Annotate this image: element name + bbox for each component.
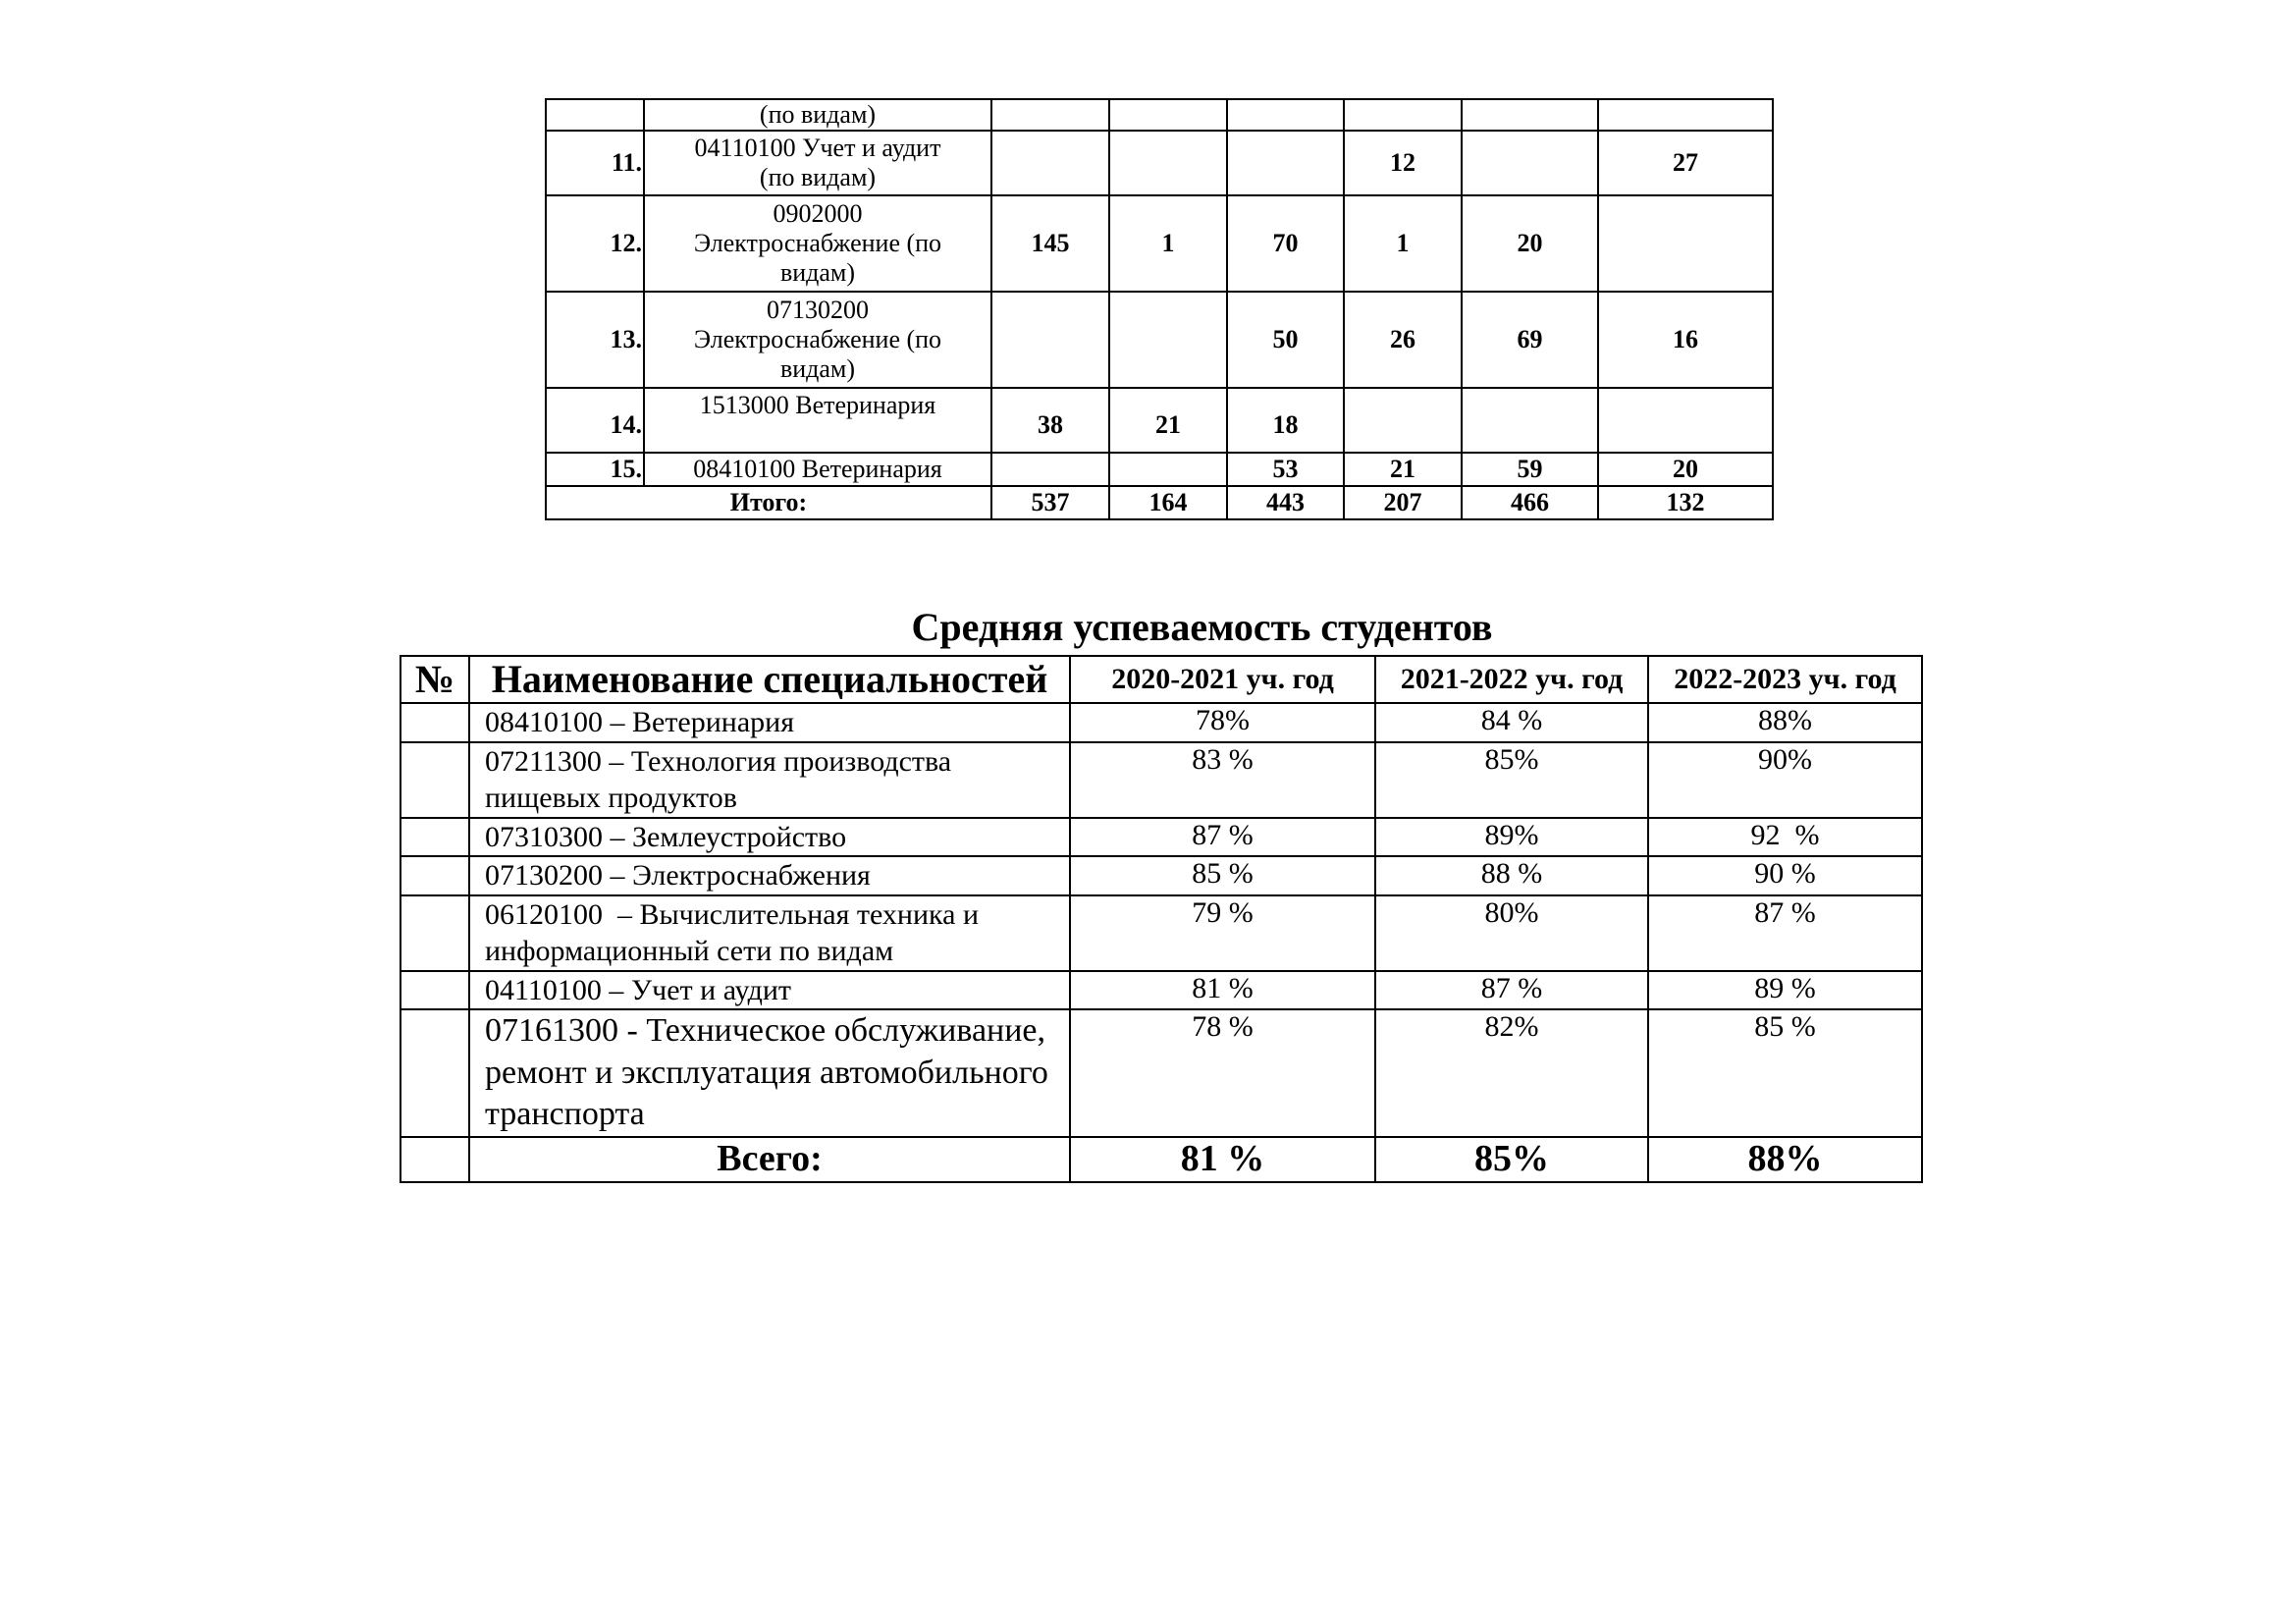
value-cell xyxy=(1598,388,1773,453)
value-cell: 16 xyxy=(1598,292,1773,388)
total-row xyxy=(400,1137,1922,1182)
value-cell xyxy=(991,131,1109,195)
header-year: 2022-2023 уч. год xyxy=(1648,656,1922,703)
total-row xyxy=(546,486,1773,519)
value-cell: 50 xyxy=(1227,292,1344,388)
value-cell: 21 xyxy=(1344,453,1462,486)
value-cell: 21 xyxy=(1109,388,1227,453)
total-label: Итого: xyxy=(546,486,991,519)
specialty-name-cell: 08410100 Ветеринария xyxy=(644,453,991,486)
row-number-cell: 12. xyxy=(546,195,644,292)
value-cell: 1 xyxy=(1109,195,1227,292)
value-cell: 53 xyxy=(1227,453,1344,486)
value-cell: 145 xyxy=(991,195,1109,292)
specialty-name-cell: 0902000 Электроснабжение (по видам) xyxy=(644,195,991,292)
value-cell: 38 xyxy=(991,388,1109,453)
row-number-cell xyxy=(400,742,469,818)
header-year: 2020-2021 уч. год xyxy=(1070,656,1375,703)
table-header-row xyxy=(400,656,1922,703)
table-row xyxy=(400,856,1922,895)
row-number-cell xyxy=(400,856,469,895)
value-cell xyxy=(1227,131,1344,195)
value-cell xyxy=(991,292,1109,388)
table-row xyxy=(400,703,1922,742)
value-cell xyxy=(991,453,1109,486)
value-cell: 87 % xyxy=(1648,895,1922,971)
total-value-cell: 466 xyxy=(1462,486,1598,519)
value-cell: 20 xyxy=(1462,195,1598,292)
specialty-name-cell: 1513000 Ветеринария xyxy=(644,388,991,453)
total-value-cell: 164 xyxy=(1109,486,1227,519)
value-cell: 18 xyxy=(1227,388,1344,453)
total-value-cell: 207 xyxy=(1344,486,1462,519)
specialty-name-cell: 07161300 - Техническое обслуживание, ремонт и эксплуатация автомобильного транспорта xyxy=(469,1009,1070,1137)
value-cell: 88 % xyxy=(1375,856,1648,895)
table-row xyxy=(546,131,1773,195)
value-cell xyxy=(1598,195,1773,292)
row-number-cell xyxy=(400,895,469,971)
value-cell: 20 xyxy=(1598,453,1773,486)
specialty-name-cell: 07310300 – Землеустройство xyxy=(469,818,1070,857)
value-cell: 59 xyxy=(1462,453,1598,486)
specialty-name-cell: 08410100 – Ветеринария xyxy=(469,703,1070,742)
table-row xyxy=(546,292,1773,388)
total-value-cell: 85% xyxy=(1375,1137,1648,1182)
total-value-cell: 81 % xyxy=(1070,1137,1375,1182)
specialty-name-cell: 04110100 – Учет и аудит xyxy=(469,971,1070,1010)
value-cell: 70 xyxy=(1227,195,1344,292)
value-cell: 12 xyxy=(1344,131,1462,195)
total-value-cell: 132 xyxy=(1598,486,1773,519)
row-number-cell: 11. xyxy=(546,131,644,195)
specialty-name-cell: 07211300 – Технология производства пищевых продуктов xyxy=(469,742,1070,818)
header-specialty: Наименование специальностей xyxy=(469,656,1070,703)
value-cell xyxy=(1344,388,1462,453)
value-cell: 87 % xyxy=(1070,818,1375,857)
table-row xyxy=(546,453,1773,486)
value-cell: 89% xyxy=(1375,818,1648,857)
table-row xyxy=(400,818,1922,857)
value-cell: 87 % xyxy=(1375,971,1648,1010)
value-cell: 80% xyxy=(1375,895,1648,971)
value-cell: 90 % xyxy=(1648,856,1922,895)
performance-table xyxy=(400,655,1923,1183)
row-number-cell: 15. xyxy=(546,453,644,486)
value-cell: 78 % xyxy=(1070,1009,1375,1137)
specialty-name-cell: 07130200 – Электроснабжения xyxy=(469,856,1070,895)
table-row xyxy=(546,388,1773,453)
value-cell xyxy=(1109,453,1227,486)
value-cell: 27 xyxy=(1598,131,1773,195)
row-number-cell xyxy=(400,703,469,742)
value-cell: 81 % xyxy=(1070,971,1375,1010)
value-cell: 88% xyxy=(1648,703,1922,742)
total-value-cell: 537 xyxy=(991,486,1109,519)
value-cell: 79 % xyxy=(1070,895,1375,971)
table-row xyxy=(400,742,1922,818)
value-cell: 84 % xyxy=(1375,703,1648,742)
value-cell: 89 % xyxy=(1648,971,1922,1010)
value-cell xyxy=(1462,388,1598,453)
header-number: № xyxy=(400,656,469,703)
total-value-cell: 88% xyxy=(1648,1137,1922,1182)
row-number-cell xyxy=(400,1009,469,1137)
specialty-name-cell: 04110100 Учет и аудит (по видам) xyxy=(644,131,991,195)
row-number-cell xyxy=(546,99,644,131)
specialty-name-cell: 06120100 – Вычислительная техника и информационный сети по видам xyxy=(469,895,1070,971)
total-value-cell: 443 xyxy=(1227,486,1344,519)
total-label: Всего: xyxy=(469,1137,1070,1182)
value-cell: 85 % xyxy=(1070,856,1375,895)
header-year: 2021-2022 уч. год xyxy=(1375,656,1648,703)
value-cell: 90% xyxy=(1648,742,1922,818)
value-cell: 83 % xyxy=(1070,742,1375,818)
value-cell: 85% xyxy=(1375,742,1648,818)
value-cell: 82% xyxy=(1375,1009,1648,1137)
specialty-name-cell: 07130200 Электроснабжение (по видам) xyxy=(644,292,991,388)
value-cell xyxy=(1109,292,1227,388)
table-row xyxy=(400,1009,1922,1137)
value-cell: 92 % xyxy=(1648,818,1922,857)
row-number-cell: 14. xyxy=(546,388,644,453)
value-cell: 26 xyxy=(1344,292,1462,388)
table-row xyxy=(546,99,1773,131)
value-cell: 69 xyxy=(1462,292,1598,388)
value-cell: 78% xyxy=(1070,703,1375,742)
row-number-cell: 13. xyxy=(546,292,644,388)
row-number-cell xyxy=(400,1137,469,1182)
specialty-name-cell: (по видам) xyxy=(644,99,991,131)
table-row xyxy=(546,195,1773,292)
row-number-cell xyxy=(400,971,469,1010)
value-cell xyxy=(1462,131,1598,195)
value-cell: 1 xyxy=(1344,195,1462,292)
section-title: Средняя успеваемость студентов xyxy=(911,605,1493,649)
enrollment-table xyxy=(545,98,1774,520)
value-cell xyxy=(1109,131,1227,195)
table-row xyxy=(400,971,1922,1010)
table-row xyxy=(400,895,1922,971)
value-cell: 85 % xyxy=(1648,1009,1922,1137)
row-number-cell xyxy=(400,818,469,857)
